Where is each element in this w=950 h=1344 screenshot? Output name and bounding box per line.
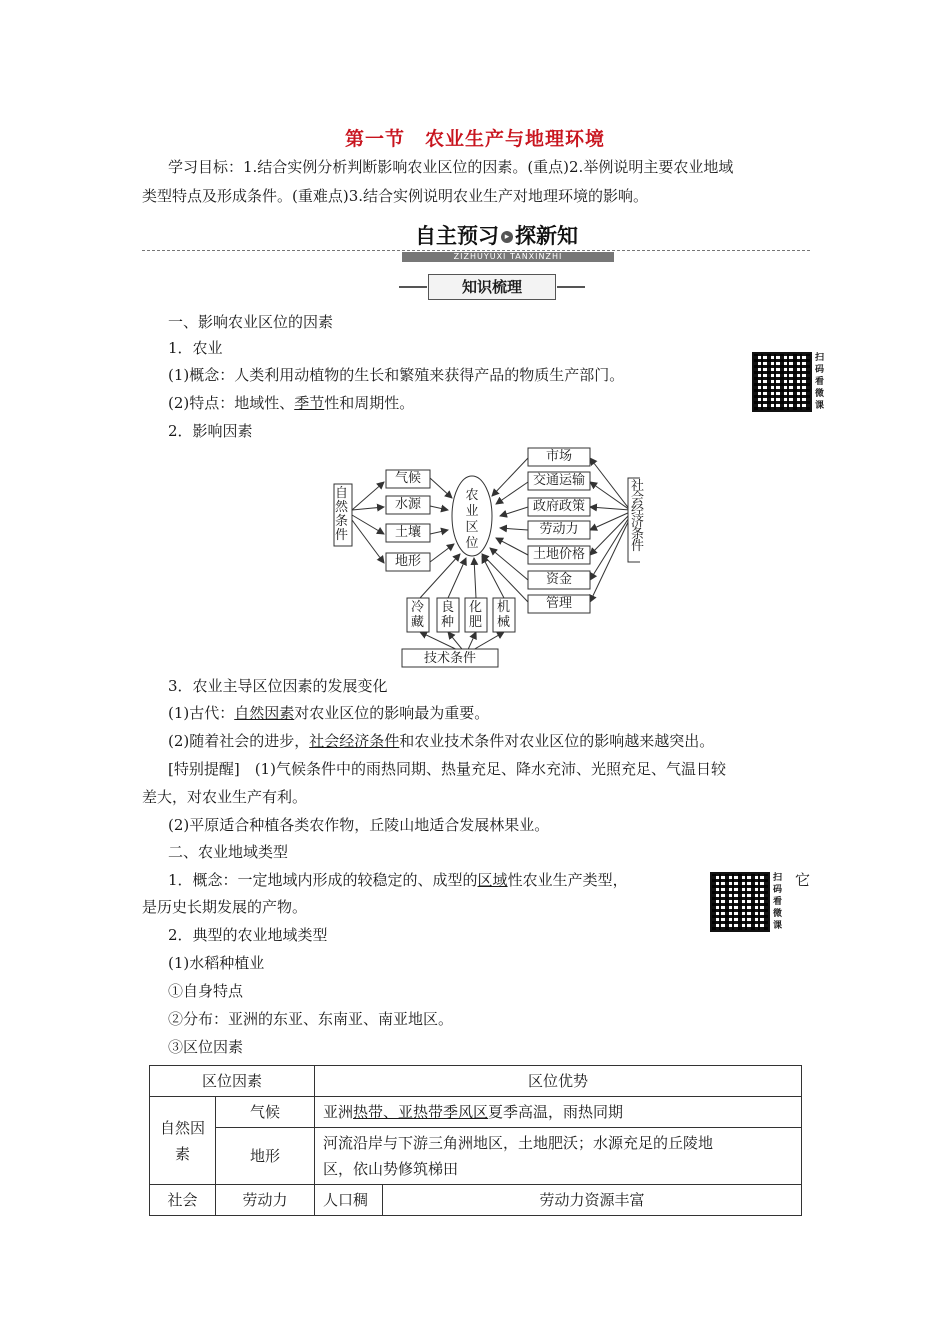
natural-soil: 土壤 — [394, 525, 421, 540]
banner-right: 探新知 — [515, 224, 578, 248]
table-labor-b: 劳动力资源丰富 — [383, 1185, 802, 1216]
diagram-social-group: 社会经济条件 — [631, 479, 645, 554]
natural-climate: 气候 — [394, 471, 421, 486]
diagram-natural-group: 自然条件 — [335, 486, 349, 543]
section1-item3: 3．农业主导区位因素的发展变化 — [168, 677, 388, 695]
concept-underlined: 区域 — [477, 871, 508, 889]
qr-code-icon[interactable] — [752, 352, 812, 412]
modern-underlined: 社会经济条件 — [309, 732, 400, 750]
rice-factors: ③区位因素 — [168, 1038, 244, 1056]
climate-pre: 亚洲 — [323, 1103, 354, 1121]
tech-machinery: 机械 — [497, 600, 511, 630]
knowledge-tag: 知识梳理 — [428, 274, 556, 300]
table-header-advantage: 区位优势 — [315, 1066, 802, 1097]
table-row — [150, 1128, 802, 1185]
modern-post: 和农业技术条件对农业区位的影响越来越突出。 — [399, 732, 715, 750]
table-climate-label: 气候 — [216, 1097, 315, 1128]
modern-line — [168, 731, 714, 751]
tech-seeds: 良种 — [441, 600, 455, 630]
climate-underlined: 热带、亚热带季风区 — [353, 1103, 489, 1121]
section1-heading: 一、影响农业区位的因素 — [168, 313, 334, 331]
page-title: 第一节 农业生产与地理环境 — [344, 128, 605, 150]
natural-water: 水源 — [394, 497, 421, 512]
terrain-line-1: 河流沿岸与下游三角洲地区，土地肥沃；水源充足的丘陵地 — [323, 1134, 714, 1152]
social-market: 市场 — [545, 449, 572, 464]
tech-fertilizer: 化肥 — [469, 600, 483, 630]
table-natural-label: 自然因素 — [150, 1097, 216, 1185]
feature-underlined: 季节 — [294, 394, 325, 412]
objectives-line-2: 类型特点及形成条件。(重难点)3.结合实例说明农业生产对地理环境的影响。 — [142, 187, 649, 205]
concept-pre: 1．概念：一定地域内形成的较稳定的、成型的 — [168, 871, 478, 889]
section2-heading: 二、农业地域类型 — [168, 843, 289, 861]
banner-divider — [142, 250, 810, 251]
climate-post: 夏季高温，雨热同期 — [488, 1103, 624, 1121]
terrain-line-2: 区，依山势修筑梯田 — [323, 1160, 459, 1178]
ancient-post: 对农业区位的影响最为重要。 — [294, 704, 490, 722]
diagram-tech-group: 技术条件 — [423, 651, 476, 666]
section1-feature — [168, 393, 414, 413]
feature-pre: (2)特点：地域性、 — [168, 394, 295, 412]
qr-label-2: 扫码看微课 — [773, 873, 783, 931]
ancient-pre: (1)古代： — [168, 704, 235, 722]
social-labor: 劳动力 — [539, 522, 579, 537]
social-transport: 交通运输 — [532, 473, 585, 488]
section2-concept — [168, 870, 628, 890]
table-terrain-label: 地形 — [216, 1128, 315, 1185]
table-row — [150, 1185, 802, 1216]
banner-subtitle: ZIZHUYUXI TANXINZHI — [402, 252, 614, 262]
table-header-factor: 区位因素 — [150, 1066, 315, 1097]
feature-post: 性和周期性。 — [324, 394, 415, 412]
concept-post: 性农业生产类型， — [507, 871, 628, 889]
social-capital: 资金 — [545, 572, 572, 587]
rice-heading: (1)水稻种植业 — [168, 954, 265, 972]
natural-terrain: 地形 — [394, 554, 421, 569]
ancient-line — [168, 703, 489, 723]
rice-feature: ①自身特点 — [168, 982, 244, 1000]
tech-cold-storage: 冷藏 — [411, 600, 425, 630]
tip-line-2: 差大，对农业生产有利。 — [142, 788, 308, 806]
table-header-row — [150, 1066, 802, 1097]
ancient-underlined: 自然因素 — [234, 704, 295, 722]
qr-code-icon-2[interactable] — [710, 872, 770, 932]
section1-concept: (1)概念：人类利用动植物的生长和繁殖来获得产品的物质生产部门。 — [168, 366, 625, 384]
modern-pre: (2)随着社会的进步， — [168, 732, 310, 750]
tip-line-1: [特别提醒] (1)气候条件中的雨热同期、热量充足、降水充沛、光照充足、气温日较 — [168, 760, 726, 778]
banner-arrow-icon: ▸ — [501, 231, 513, 243]
table-terrain-value — [315, 1128, 802, 1185]
concept-line-2: 是历史长期发展的产物。 — [142, 898, 308, 916]
diagram-center — [448, 488, 496, 552]
tip-line-3: (2)平原适合种植各类农作物，丘陵山地适合发展林果业。 — [168, 816, 550, 834]
table-labor-a: 人口稠 — [315, 1185, 383, 1216]
table-social-label: 社会 — [150, 1185, 216, 1216]
banner-left: 自主预习 — [415, 224, 499, 248]
objectives-line-1: 学习目标：1.结合实例分析判断影响农业区位的因素。(重点)2.举例说明主要农业地域 — [168, 158, 734, 176]
location-factor-table — [149, 1065, 802, 1216]
social-management: 管理 — [545, 596, 572, 611]
factor-diagram — [320, 440, 640, 670]
section-banner — [415, 220, 578, 250]
section1-item2: 2．影响因素 — [168, 422, 253, 440]
social-policy: 政府政策 — [532, 499, 585, 514]
section1-item1: 1．农业 — [168, 339, 223, 357]
table-climate-value — [315, 1097, 802, 1128]
table-labor-label: 劳动力 — [216, 1185, 315, 1216]
center-label: 农业区位 — [465, 488, 479, 551]
section2-item2: 2．典型的农业地域类型 — [168, 926, 328, 944]
qr-label: 扫码看微课 — [815, 353, 825, 411]
table-row — [150, 1097, 802, 1128]
rice-distribution: ②分布：亚洲的东亚、东南亚、南亚地区。 — [168, 1010, 454, 1028]
concept-tail: 它 — [795, 871, 811, 889]
social-land-price: 土地价格 — [532, 547, 585, 562]
